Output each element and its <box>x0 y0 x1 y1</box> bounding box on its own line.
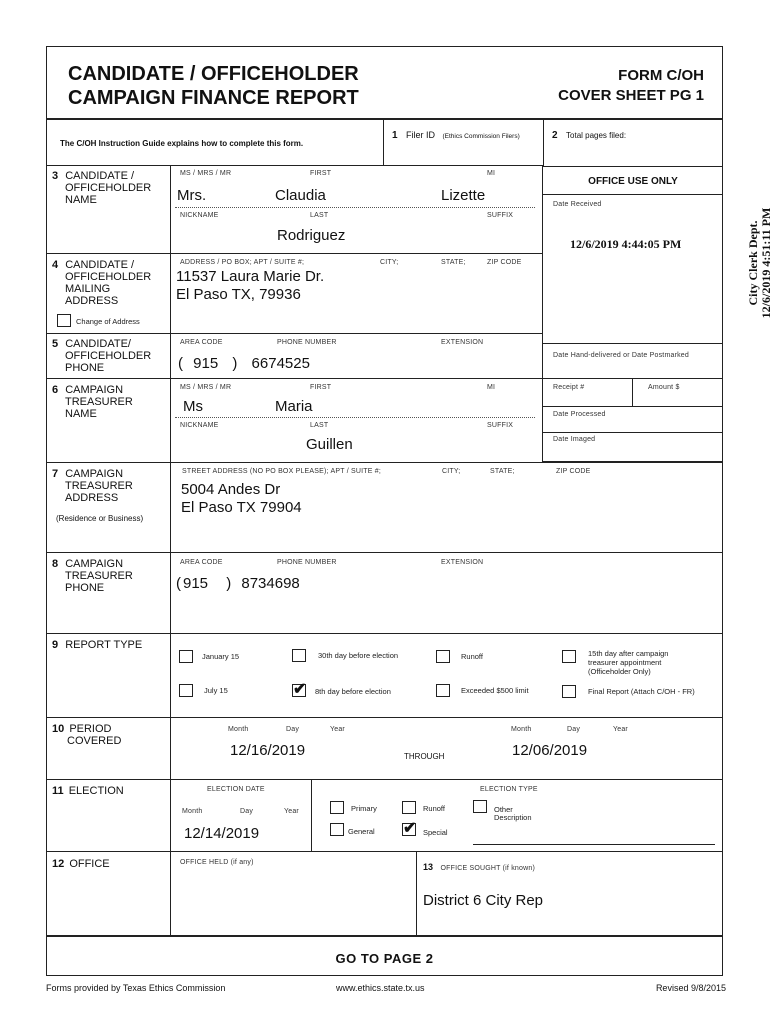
candidate-address-line-1[interactable]: 11537 Laura Marie Dr. <box>176 268 325 285</box>
office-sought-header <box>423 857 535 875</box>
section-num: 9 <box>52 639 59 651</box>
label-line: TREASURER <box>65 570 133 582</box>
section-9-label <box>52 639 142 651</box>
section-num: 7 <box>52 468 59 480</box>
mi-header: MI <box>487 384 496 391</box>
treasurer-phone[interactable] <box>176 575 300 592</box>
phone-number: 6674525 <box>251 355 310 372</box>
date-processed-label: Date Processed <box>553 411 606 418</box>
from-year-header: Year <box>330 726 345 733</box>
label-line: ADDRESS <box>65 295 119 307</box>
section-num: 13 <box>423 862 434 872</box>
street-header: STREET ADDRESS (NO PO BOX PLEASE); APT / SUITE #; <box>182 468 381 475</box>
special-checkbox[interactable] <box>402 820 417 837</box>
divider <box>543 406 723 407</box>
label-line: PHONE <box>65 362 105 374</box>
final-report-label: Final Report (Attach C/OH - FR) <box>588 687 695 696</box>
filer-id-num: 1 <box>392 130 398 141</box>
election-year-header: Year <box>284 808 299 815</box>
paren-close: ) <box>226 575 232 592</box>
election-day-header: Day <box>240 808 254 815</box>
divider <box>46 779 723 780</box>
label-line: PERIOD <box>69 723 112 735</box>
january-15-label: January 15 <box>202 652 240 661</box>
divider <box>46 552 723 553</box>
label-line: OFFICEHOLDER <box>65 271 152 283</box>
divider <box>416 851 417 936</box>
primary-label: Primary <box>351 804 377 813</box>
section-5-label <box>52 338 151 374</box>
divider <box>46 462 723 463</box>
city-header: CITY; <box>442 468 461 475</box>
change-of-address-label: Change of Address <box>76 317 140 326</box>
date-imaged-label: Date Imaged <box>553 436 596 443</box>
8th-day-checkbox[interactable] <box>292 681 307 698</box>
candidate-last[interactable]: Rodriguez <box>277 227 346 244</box>
other-label <box>494 806 532 822</box>
paren-close: ) <box>232 355 238 372</box>
prefix-header: MS / MRS / MR <box>180 384 232 391</box>
label-line: CAMPAIGN <box>65 384 124 396</box>
area-code: 915 <box>193 355 219 372</box>
zip-header: ZIP CODE <box>487 259 522 266</box>
form-title <box>68 62 359 110</box>
from-day-header: Day <box>286 726 300 733</box>
section-7-label <box>52 468 133 504</box>
address-header: ADDRESS / PO BOX; APT / SUITE #; <box>180 259 305 266</box>
other-checkbox[interactable] <box>473 800 487 813</box>
divider <box>46 165 544 166</box>
residence-note: (Residence or Business) <box>56 514 144 523</box>
title-line-2: CAMPAIGN FINANCE REPORT <box>68 87 359 109</box>
label-line: CANDIDATE/ <box>65 338 131 350</box>
last-header: LAST <box>310 212 329 219</box>
election-month-header: Month <box>182 808 203 815</box>
label-line: ADDRESS <box>65 492 119 504</box>
candidate-prefix[interactable]: Mrs. <box>177 187 207 204</box>
period-to[interactable]: 12/06/2019 <box>512 742 588 759</box>
phone-header: PHONE NUMBER <box>277 339 337 346</box>
special-label: Special <box>423 828 448 837</box>
state-header: STATE; <box>490 468 515 475</box>
from-month-header: Month <box>228 726 249 733</box>
15th-day-label <box>588 649 668 676</box>
divider <box>543 378 723 379</box>
final-report-checkbox[interactable] <box>562 685 576 698</box>
july-15-label: July 15 <box>204 686 228 695</box>
form-id-line-2: COVER SHEET PG 1 <box>558 87 704 104</box>
divider <box>383 118 384 165</box>
label-line: MAILING <box>65 283 111 295</box>
office-use-title: OFFICE USE ONLY <box>588 176 678 187</box>
footer-provided: Forms provided by Texas Ethics Commission <box>46 983 226 993</box>
office-sought[interactable]: District 6 City Rep <box>423 892 544 909</box>
phone-number: 8734698 <box>241 575 300 592</box>
election-runoff-label: Runoff <box>423 804 445 813</box>
label-line: TREASURER <box>65 396 133 408</box>
to-year-header: Year <box>613 726 628 733</box>
state-header: STATE; <box>441 259 466 266</box>
exceeded-500-label: Exceeded $500 limit <box>461 686 529 695</box>
january-15-checkbox[interactable] <box>179 650 193 663</box>
divider <box>311 779 312 851</box>
candidate-mi[interactable]: Lizette <box>441 187 486 204</box>
divider <box>46 118 723 120</box>
section-12-label <box>52 858 110 870</box>
candidate-address-line-2[interactable]: El Paso TX, 79936 <box>176 286 301 303</box>
amount-label: Amount $ <box>648 384 680 391</box>
date-received-value: 12/6/2019 4:44:05 PM <box>570 237 682 251</box>
suffix-header: SUFFIX <box>487 212 514 219</box>
label-line: CANDIDATE / <box>65 170 135 182</box>
extension-header: EXTENSION <box>441 339 484 346</box>
area-code: 915 <box>183 575 209 592</box>
nickname-header: NICKNAME <box>180 212 219 219</box>
zip-header: ZIP CODE <box>556 468 591 475</box>
go-to-page-2: GO TO PAGE 2 <box>335 951 434 966</box>
divider <box>632 378 633 406</box>
runoff-checkbox[interactable] <box>436 650 450 663</box>
label-line: COVERED <box>67 735 122 747</box>
clerk-stamp <box>747 153 773 373</box>
section-4-label <box>52 259 151 307</box>
candidate-phone[interactable] <box>178 355 310 372</box>
divider <box>543 343 723 344</box>
check-mark-icon: ✔ <box>293 681 307 698</box>
total-pages-text: Total pages filed: <box>566 131 627 140</box>
treasurer-address-line-2[interactable]: El Paso TX 79904 <box>181 499 302 516</box>
label-line: CANDIDATE / <box>65 259 135 271</box>
filer-id-text: Filer ID <box>406 130 436 140</box>
divider <box>543 118 544 165</box>
change-of-address-checkbox[interactable] <box>57 314 71 327</box>
label-line: OFFICEHOLDER <box>65 182 152 194</box>
label-line: TREASURER <box>65 480 133 492</box>
area-code-header: AREA CODE <box>180 339 223 346</box>
label-line: CAMPAIGN <box>65 468 124 480</box>
divider <box>543 194 723 195</box>
check-mark-icon: ✔ <box>403 820 417 837</box>
july-15-checkbox[interactable] <box>179 684 193 697</box>
title-line-1: CANDIDATE / OFFICEHOLDER <box>68 63 359 85</box>
hand-delivered-label: Date Hand-delivered or Date Postmarked <box>553 352 689 359</box>
divider <box>46 717 723 718</box>
form-id-line-1: FORM C/OH <box>618 67 704 84</box>
form-id <box>558 66 704 106</box>
section-num: 10 <box>52 723 65 735</box>
paren-open: ( <box>176 575 181 592</box>
section-3-label <box>52 170 151 206</box>
section-10-label <box>52 723 121 747</box>
nickname-header: NICKNAME <box>180 422 219 429</box>
footer-site: www.ethics.state.tx.us <box>336 983 425 993</box>
divider <box>46 378 543 379</box>
primary-checkbox[interactable] <box>330 801 344 814</box>
section-num: 11 <box>52 785 64 797</box>
label-line: NAME <box>65 194 97 206</box>
label-line: Description <box>494 813 532 822</box>
general-checkbox[interactable] <box>330 823 344 836</box>
date-received-label: Date Received <box>553 201 602 208</box>
treasurer-address-line-1[interactable]: 5004 Andes Dr <box>181 481 281 498</box>
section-num: 12 <box>52 858 65 870</box>
total-pages-num: 2 <box>552 130 558 141</box>
section-8-label <box>52 558 133 594</box>
label-line: OFFICEHOLDER <box>65 350 152 362</box>
30th-day-label: 30th day before election <box>318 651 399 660</box>
first-header: FIRST <box>310 170 332 177</box>
filer-id-label <box>392 125 520 143</box>
section-num: 3 <box>52 170 59 182</box>
section-num: 5 <box>52 338 59 350</box>
office-held-header: OFFICE HELD (if any) <box>180 859 254 866</box>
divider <box>175 417 535 418</box>
label-line: Other <box>494 805 513 814</box>
treasurer-first[interactable]: Maria <box>275 398 313 415</box>
total-pages-label <box>552 125 626 143</box>
exceeded-500-checkbox[interactable] <box>436 684 450 697</box>
divider <box>46 851 723 852</box>
first-header: FIRST <box>310 384 332 391</box>
to-month-header: Month <box>511 726 532 733</box>
through-label: THROUGH <box>404 752 445 761</box>
divider <box>543 432 723 433</box>
section-11-label <box>52 785 124 797</box>
divider <box>170 165 171 936</box>
stamp-line-1: City Clerk Dept. <box>746 220 760 306</box>
label-line: CAMPAIGN <box>65 558 124 570</box>
footer-revised: Revised 9/8/2015 <box>655 983 726 993</box>
area-code-header: AREA CODE <box>180 559 223 566</box>
phone-header: PHONE NUMBER <box>277 559 337 566</box>
general-label: General <box>348 827 375 836</box>
extension-header: EXTENSION <box>441 559 484 566</box>
label-line: ELECTION <box>68 785 124 797</box>
election-runoff-checkbox[interactable] <box>402 801 416 814</box>
label-line: REPORT TYPE <box>65 639 143 651</box>
8th-day-label: 8th day before election <box>315 687 391 696</box>
label-line: PHONE <box>65 582 105 594</box>
city-header: CITY; <box>380 259 399 266</box>
paren-open: ( <box>178 355 183 372</box>
stamp-line-2: 12/6/2019 4:51:11 PM <box>759 207 773 319</box>
15th-day-checkbox[interactable] <box>562 650 576 663</box>
candidate-first[interactable]: Claudia <box>275 187 326 204</box>
mi-header: MI <box>487 170 496 177</box>
prefix-header: MS / MRS / MR <box>180 170 232 177</box>
suffix-header: SUFFIX <box>487 422 514 429</box>
section-6-label <box>52 384 133 420</box>
label-line: treasurer appointment <box>588 658 662 667</box>
instruction-text: The C/OH Instruction Guide explains how to complete this form. <box>60 139 304 148</box>
divider <box>46 633 723 634</box>
label-line: (Officeholder Only) <box>588 667 651 676</box>
last-header: LAST <box>310 422 329 429</box>
30th-day-checkbox[interactable] <box>292 649 306 662</box>
label-line: OFFICE SOUGHT (if known) <box>440 865 535 872</box>
election-date-header: ELECTION DATE <box>207 786 265 793</box>
election-type-header: ELECTION TYPE <box>480 786 538 793</box>
other-description-line <box>473 844 715 845</box>
divider <box>46 253 543 254</box>
label-line: NAME <box>65 408 97 420</box>
filer-id-sub: (Ethics Commission Filers) <box>442 133 520 140</box>
divider <box>46 935 723 937</box>
section-num: 8 <box>52 558 59 570</box>
divider <box>46 333 543 334</box>
to-day-header: Day <box>567 726 581 733</box>
section-num: 6 <box>52 384 59 396</box>
label-line: 15th day after campaign <box>588 649 669 658</box>
treasurer-prefix[interactable]: Ms <box>183 398 203 415</box>
election-date[interactable]: 12/14/2019 <box>184 825 260 842</box>
treasurer-last[interactable]: Guillen <box>306 436 353 453</box>
runoff-label: Runoff <box>461 652 483 661</box>
period-from[interactable]: 12/16/2019 <box>230 742 306 759</box>
divider <box>175 207 535 208</box>
section-num: 4 <box>52 259 59 271</box>
label-line: OFFICE <box>69 858 110 870</box>
receipt-label: Receipt # <box>553 384 585 391</box>
